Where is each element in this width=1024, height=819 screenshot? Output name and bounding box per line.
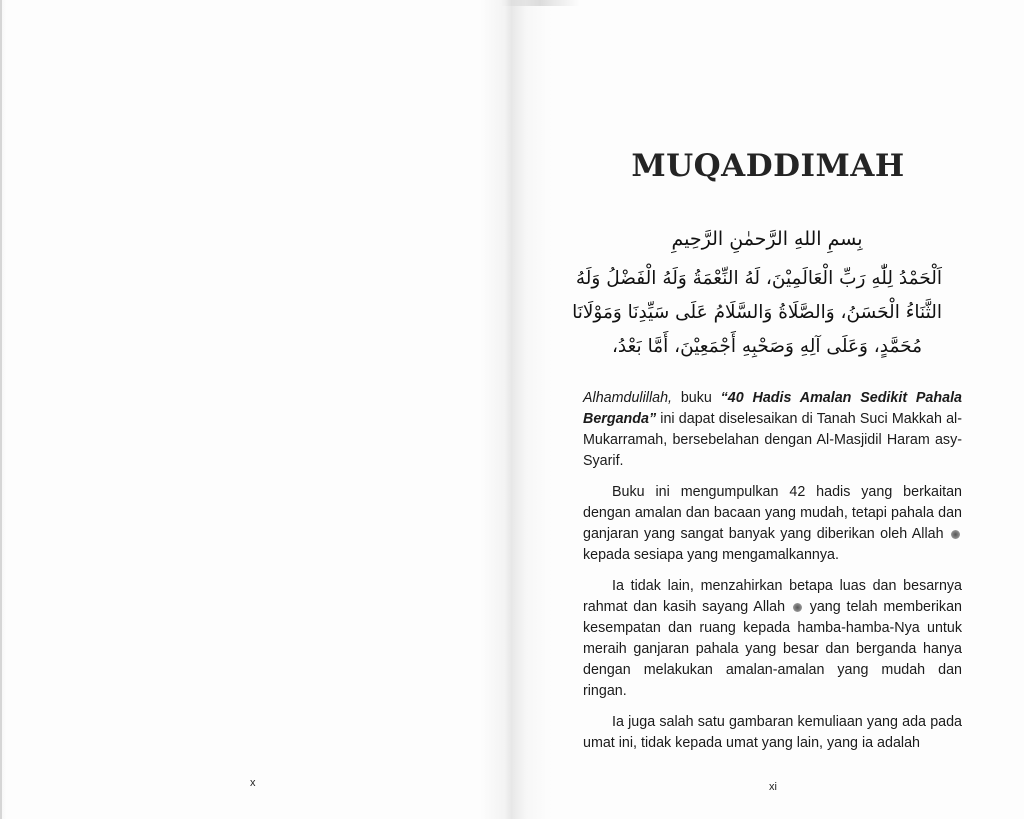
paragraph-1-text-a: buku — [672, 390, 721, 406]
arabic-line-3: مُحَمَّدٍ، وَعَلَى آلِهِ وَصَحْبِهِ أَجْمَعِيْنَ، أَمَّا بَعْدُ، — [611, 336, 923, 357]
lead-word: Alhamdulillah, — [583, 390, 673, 406]
arabic-line-1: اَلْحَمْدُ لِلّٰهِ رَبِّ الْعَالَمِيْنَ، لَهُ النِّعْمَةُ وَلَهُ الْفَضْلُ وَلَهُ — [575, 268, 942, 289]
paragraph-1 — [583, 388, 962, 472]
right-page — [512, 0, 1024, 819]
paragraph-4: Ia juga salah satu gambaran kemuliaan yang ada pada umat ini, tidak kepada umat yang lain, yang ia adalah — [583, 714, 962, 751]
paragraph-2 — [583, 482, 962, 566]
paragraph-3-text-b: yang telah memberikan kesempatan dan ruang kepada hamba-hamba-Nya untuk meraih ganjaran pahala yang besar dan berganda hanya dengan melakukan amalan-amalan yang mudah dan ringan. — [583, 599, 962, 699]
honorific-symbol-icon — [951, 530, 960, 539]
page-number-right: xi — [769, 781, 777, 793]
book-title: “40 Hadis Amalan Sedikit Pahala Berganda” — [583, 390, 962, 427]
arabic-line-2: الثَّنَاءُ الْحَسَنُ، وَالصَّلَاةُ وَالسَّلَامُ عَلَى سَيِّدِنَا وَمَوْلَانَا — [572, 302, 942, 323]
paragraph-2-text-b: kepada sesiapa yang mengamalkannya. — [583, 547, 839, 563]
honorific-symbol-icon — [793, 603, 802, 612]
arabic-opening — [572, 222, 942, 364]
page-number-left: x — [250, 777, 256, 789]
paragraph-3 — [583, 576, 962, 702]
body-text — [583, 388, 962, 764]
paragraph-2-text-a: Buku ini mengumpulkan 42 hadis yang berkaitan dengan amalan dan bacaan yang mudah, tetapi pahala dan ganjaran yang sangat banyak yang diberikan oleh Allah — [583, 484, 962, 542]
paragraph-3-text-a: Ia tidak lain, menzahirkan betapa luas dan besarnya rahmat dan kasih sayang Allah — [583, 578, 962, 615]
page-title: MUQADDIMAH — [631, 148, 905, 184]
arabic-basmalah: بِسمِ اللهِ الرَّحمٰنِ الرَّحِيمِ — [671, 228, 863, 250]
page-edge — [0, 0, 2, 819]
gutter-shadow — [500, 0, 580, 6]
paragraph-1-text-b: ini dapat diselesaikan di Tanah Suci Makkah al-Mukarramah, bersebelahan dengan Al-Masjidil Haram asy-Syarif. — [583, 411, 962, 469]
